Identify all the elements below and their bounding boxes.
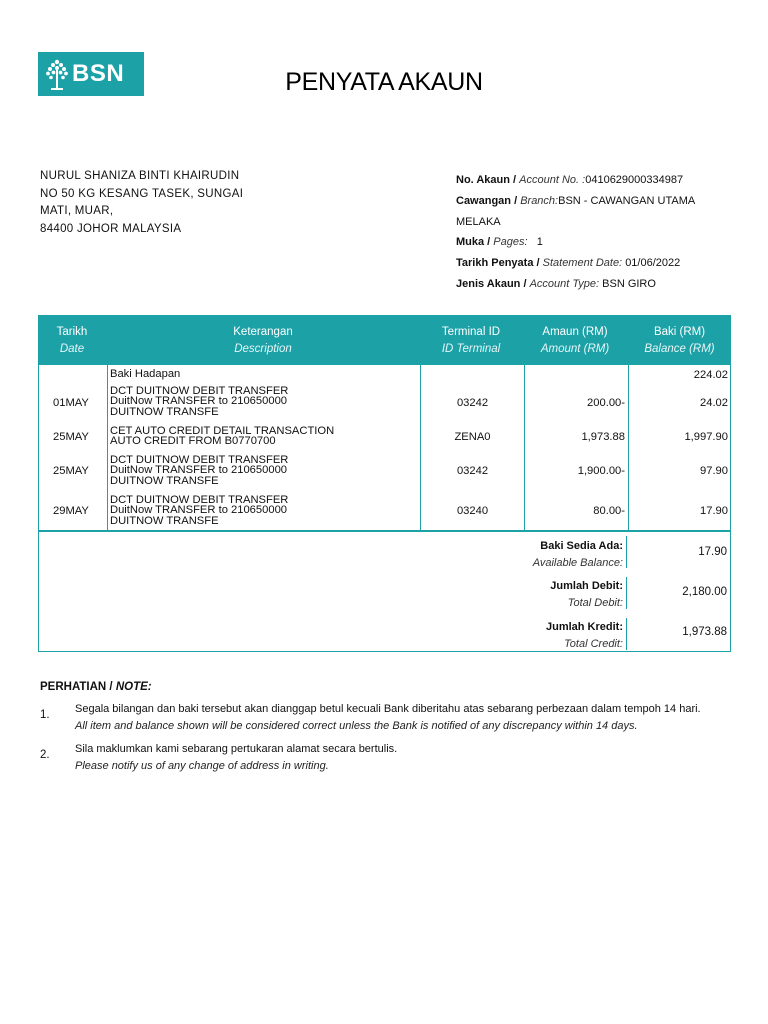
row-date: 25MAY bbox=[53, 431, 89, 443]
row-date: 01MAY bbox=[53, 397, 89, 409]
pages-row: Muka / Pages: 1 bbox=[456, 236, 543, 249]
logo-text: BSN bbox=[72, 60, 125, 87]
note-number: 1. bbox=[40, 709, 50, 721]
total-debit-label: Jumlah Debit: Total Debit: bbox=[550, 580, 623, 609]
row-description: CET AUTO CREDIT DETAIL TRANSACTION AUTO CREDIT FROM B0770700 bbox=[110, 425, 335, 448]
account-type-row: Jenis Akaun / Account Type: BSN GIRO bbox=[456, 277, 656, 290]
page-title: PENYATA AKAUN bbox=[285, 68, 483, 96]
account-type: BSN GIRO bbox=[602, 277, 656, 290]
row-description: DCT DUITNOW DEBIT TRANSFER DuitNow TRANSFER to 210650000 DUITNOW TRANSFE bbox=[110, 494, 289, 527]
row-terminal: 03240 bbox=[456, 505, 489, 517]
statement-date: 01/06/2022 bbox=[625, 257, 681, 270]
header-date: Tarikh Date bbox=[56, 326, 88, 355]
row-balance: 17.90 bbox=[700, 505, 728, 517]
address-line: NURUL SHANIZA BINTI KHAIRUDIN bbox=[40, 170, 240, 182]
row-terminal: 03242 bbox=[456, 465, 489, 477]
row-balance: 1,997.90 bbox=[684, 431, 728, 443]
pages-value: 1 bbox=[536, 236, 543, 249]
note-item: Segala bilangan dan baki tersebut akan dianggap betul kecuali Bank diberitahu atas sebarang perbezaan dalam tempoh 14 hari. All item and balance shown will be considered correct unless the Bank is notified of any discrepancy within 14 days. bbox=[75, 703, 701, 732]
header-description: Keterangan Description bbox=[233, 326, 293, 355]
row-terminal: 03242 bbox=[456, 397, 489, 409]
table-header bbox=[38, 315, 731, 365]
total-debit-value: 2,180.00 bbox=[682, 586, 727, 598]
total-credit-value: 1,973.88 bbox=[682, 626, 727, 638]
row-amount: 1,900.00- bbox=[577, 465, 625, 477]
address-line: 84400 JOHOR MALAYSIA bbox=[40, 222, 182, 235]
row-balance: 97.90 bbox=[700, 465, 728, 477]
row-amount: 80.00- bbox=[593, 505, 625, 517]
row-amount: 200.00- bbox=[587, 397, 625, 409]
row-terminal: ZENA0 bbox=[454, 431, 491, 443]
row-date: 29MAY bbox=[53, 505, 89, 517]
row-balance: 224.02 bbox=[693, 369, 728, 381]
account-number-row: No. Akaun / Account No. :0410629000334987 bbox=[456, 174, 684, 186]
row-date: 25MAY bbox=[53, 465, 89, 477]
available-balance-label: Baki Sedia Ada: Available Balance: bbox=[532, 540, 623, 569]
note-item: Sila maklumkan kami sebarang pertukaran alamat secara bertulis. Please notify us of any change of address in writing. bbox=[75, 743, 398, 772]
address-line: MATI, MUAR, bbox=[40, 205, 114, 217]
header-terminal: Terminal ID ID Terminal bbox=[441, 326, 501, 355]
branch-row-2: MELAKA bbox=[456, 215, 501, 228]
branch-row: Cawangan / Branch:BSN - CAWANGAN UTAMA bbox=[456, 194, 696, 207]
header-amount: Amaun (RM) Amount (RM) bbox=[540, 326, 610, 355]
row-description: DCT DUITNOW DEBIT TRANSFER DuitNow TRANSFER to 210650000 DUITNOW TRANSFE bbox=[110, 385, 289, 418]
account-number: 0410629000334987 bbox=[585, 174, 684, 186]
customer-address bbox=[40, 168, 243, 238]
notes-heading: PERHATIAN / NOTE: bbox=[40, 681, 152, 693]
transactions-table bbox=[38, 365, 731, 531]
total-credit-label: Jumlah Kredit: Total Credit: bbox=[545, 621, 623, 650]
row-description: DCT DUITNOW DEBIT TRANSFER DuitNow TRANSFER to 210650000 DUITNOW TRANSFE bbox=[110, 454, 289, 487]
statement-date-row: Tarikh Penyata / Statement Date: 01/06/2022 bbox=[456, 257, 681, 270]
available-balance-value: 17.90 bbox=[698, 546, 727, 558]
note-number: 2. bbox=[40, 749, 50, 761]
row-description: Baki Hadapan bbox=[110, 368, 181, 380]
row-balance: 24.02 bbox=[700, 397, 728, 409]
address-line: NO 50 KG KESANG TASEK, SUNGAI bbox=[40, 187, 244, 200]
account-info bbox=[456, 170, 736, 295]
summary-box bbox=[38, 531, 731, 652]
branch-value: BSN - CAWANGAN UTAMA bbox=[558, 194, 696, 207]
header-balance: Baki (RM) Balance (RM) bbox=[644, 326, 715, 355]
row-amount: 1,973.88 bbox=[581, 431, 625, 443]
